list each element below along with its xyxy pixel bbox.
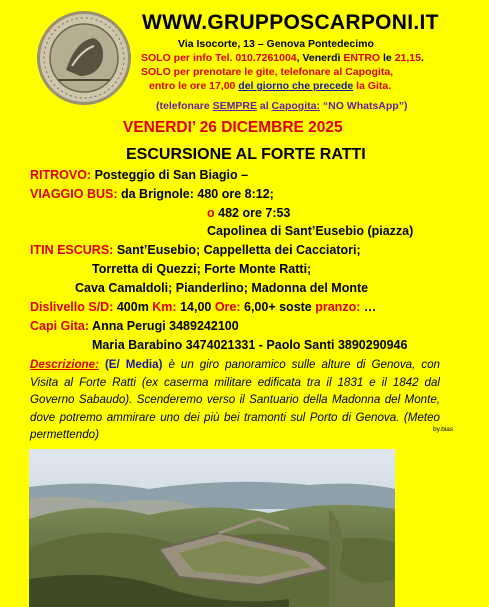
ore-label: Ore: [214,300,241,314]
info-text: la Gita. [353,80,392,92]
info-text: le [380,52,395,64]
info-solo: SOLO [141,52,171,64]
description-label: Descrizione: [30,358,99,371]
leaders-row-2: Maria Barabino 3474021331 - Paolo Santi 3890290946 [92,338,408,352]
disl-label: Dislivello S/D: [30,300,114,314]
ritrovo-row [30,168,248,182]
address: Via Isocorte, 13 – Genova Pontedecimo [178,38,374,50]
note-sempre: SEMPRE [212,100,257,112]
bus-label: VIAGGIO BUS: [30,187,118,201]
forte-ratti-aerial-photo [29,449,395,607]
description [30,356,440,444]
info-text: per prenotare le gite, telefonare al Capogita, [170,66,394,78]
info-line-booking [141,66,393,78]
info-phone: 010.7261004 [235,52,297,64]
bus-row [30,187,274,201]
bus-row-2 [207,206,290,220]
info-text: . [420,52,424,64]
leaders-row [30,319,239,333]
ritrovo-label: RITROVO: [30,168,92,182]
info-text: entro le ore 17,00 [149,80,239,92]
pranzo-value: … [360,300,377,314]
group-seal-logo [36,10,132,106]
signature: by.bias [433,426,454,433]
ore-value: 6,00+ soste [240,300,316,314]
whatsapp-note [156,100,407,112]
ritrovo-value: Posteggio di San Biagio – [91,168,249,182]
km-value: 14,00 [176,300,215,314]
info-time: 21,15 [394,52,421,64]
info-entro: ENTRO [343,52,381,64]
leaders-value-1: Anna Perugi 3489242100 [89,319,239,333]
site-title[interactable]: WWW.GRUPPOSCARPONI.IT [142,11,439,34]
km-label: Km: [152,300,177,314]
pranzo-label: pranzo: [315,300,361,314]
disl-value: 400m [113,300,153,314]
bus-or: o [207,206,215,220]
event-date: VENERDI’ 26 DICEMBRE 2025 [123,119,343,136]
info-solo: SOLO [141,66,171,78]
event-title: ESCURSIONE AL FORTE RATTI [126,146,366,163]
bus-value-2: 482 ore 7:53 [214,206,291,220]
note-text: (telefonare [156,100,213,112]
itinerary-label: ITIN ESCURS: [30,243,114,257]
note-capogita: Capogita: [271,100,320,112]
info-text: , Venerdì [296,52,344,64]
itinerary-row-2: Torretta di Quezzi; Forte Monte Ratti; [92,262,312,276]
description-text: è un giro panoramico sulle alture di Genova, con Visita al Forte Ratti (ex caserma militare edificata tra il 1831 e il 1842 dal Governo Sabaudo). Scenderemo verso il Santuario della Madonna del Monte, dove potremo ammirare uno dei più bei tramonti sul Porto di Genova. (Meteo permettendo) [30,358,440,441]
itinerary-row-3: Cava Camaldoli; Pianderlino; Madonna del Monte [75,281,369,295]
itinerary-row [30,243,361,257]
bus-value-1: da Brignole: 480 ore 8:12; [117,187,274,201]
bus-row-3: Capolinea di Sant’Eusebio (piazza) [207,224,414,238]
info-line-phone [141,52,424,64]
itinerary-value-1: Sant’Eusebio; Cappelletta dei Cacciatori; [113,243,361,257]
info-text: per info Tel. [170,52,236,64]
note-text: “NO WhatsApp”) [319,100,408,112]
info-deadline: del giorno che precede [238,80,354,92]
stats-row [30,300,376,314]
note-text: al [256,100,272,112]
info-line-deadline [149,80,391,92]
leaders-label: Capi Gita: [30,319,90,333]
difficulty: (E/ Media) [98,358,163,371]
